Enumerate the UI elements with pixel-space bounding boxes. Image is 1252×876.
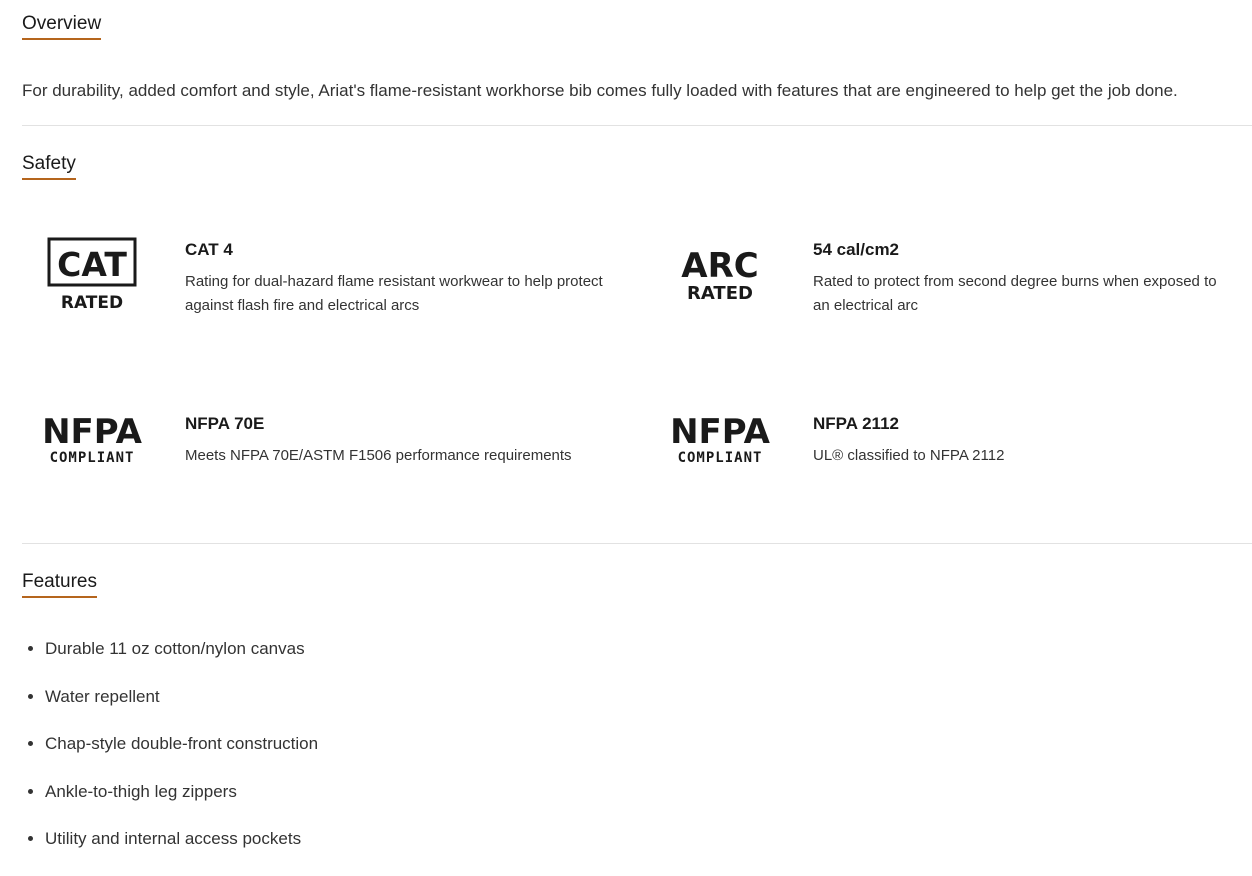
feature-text: Chap-style double-front construction [45, 734, 319, 753]
features-heading: Features [22, 571, 97, 598]
arc-logo-line1: ARC [681, 246, 759, 286]
cat-logo-line1: CAT [57, 245, 127, 284]
cat-logo-line2: RATED [60, 293, 124, 313]
divider [22, 125, 1252, 126]
badge-description: Rating for dual-hazard flame resistant workwear to help protect against flash fire and electrical arcs [185, 273, 603, 314]
overview-heading: Overview [22, 13, 101, 40]
nfpa-logo-line2: COMPLIANT [49, 450, 135, 466]
badge-title: CAT 4 [185, 240, 233, 259]
safety-badge-nfpa70e [22, 410, 582, 500]
list-item [22, 733, 318, 781]
features-list [22, 638, 318, 876]
safety-heading: Safety [22, 153, 76, 180]
arc-rated-icon [650, 236, 790, 316]
feature-text: Durable 11 oz cotton/nylon canvas [45, 639, 305, 658]
bullet-icon [28, 694, 33, 699]
bullet-icon [28, 836, 33, 841]
nfpa-logo-line2: COMPLIANT [677, 450, 763, 466]
list-item [22, 781, 318, 829]
nfpa-compliant-icon [650, 410, 790, 490]
nfpa-logo-line1: NFPA [670, 412, 770, 452]
list-item [22, 686, 318, 734]
safety-badge-arc [650, 236, 1217, 326]
badge-title: NFPA 70E [185, 414, 265, 433]
divider [22, 543, 1252, 544]
feature-text: Ankle-to-thigh leg zippers [45, 781, 237, 801]
badge-description: UL® classified to NFPA 2112 [813, 447, 1005, 464]
feature-text: Utility and internal access pockets [45, 829, 302, 848]
safety-badge-nfpa2112 [650, 410, 1210, 500]
bullet-icon [28, 646, 33, 651]
bullet-icon [28, 741, 33, 746]
list-item [22, 828, 318, 876]
badge-title: 54 cal/cm2 [813, 240, 900, 259]
badge-title: NFPA 2112 [813, 414, 899, 433]
arc-logo-line2: RATED [687, 283, 753, 304]
nfpa-logo-line1: NFPA [42, 412, 142, 452]
badge-description: Rated to protect from second degree burns when exposed to an electrical arc [813, 273, 1217, 314]
bullet-icon [28, 789, 33, 794]
nfpa-compliant-icon [22, 410, 162, 490]
badge-description: Meets NFPA 70E/ASTM F1506 performance requirements [185, 447, 572, 464]
cat-rated-icon [22, 236, 162, 316]
list-item [22, 638, 318, 686]
overview-text: For durability, added comfort and style, Ariat's flame-resistant workhorse bib comes fully loaded with features that are engineered to help get the job done. [22, 81, 1178, 100]
safety-badge-cat4 [22, 236, 603, 326]
feature-text: Water repellent [45, 686, 160, 706]
